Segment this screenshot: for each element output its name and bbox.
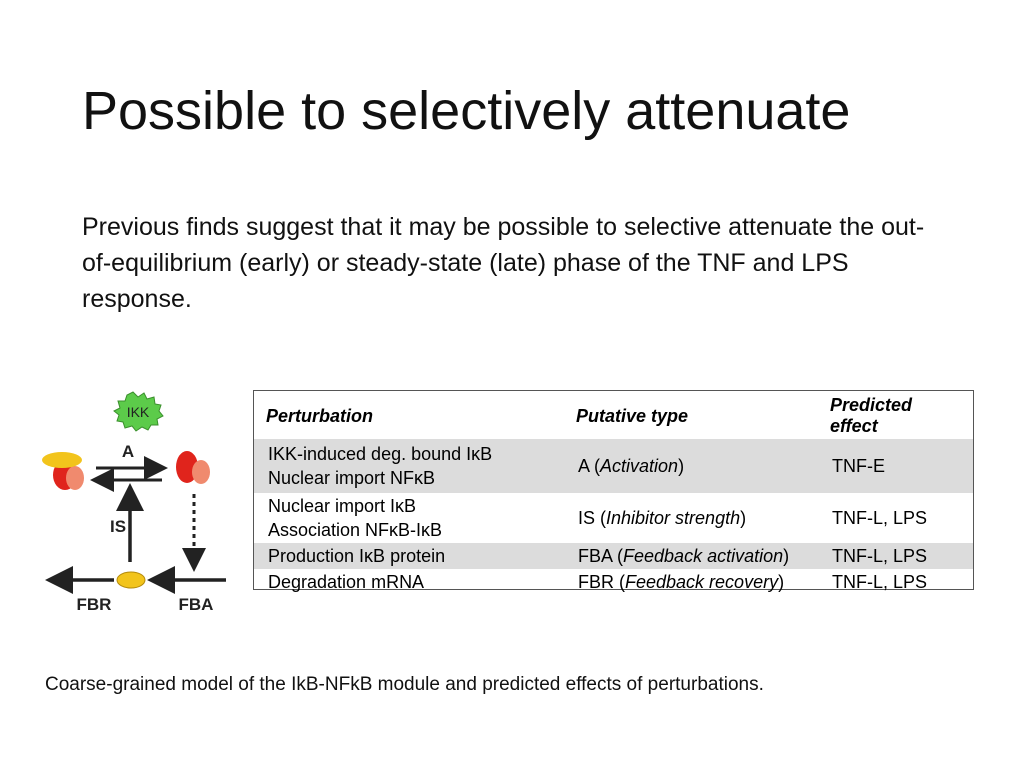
perturbation-cell: [254, 439, 564, 493]
model-diagram-svg: [38, 390, 248, 620]
ikb-nfkb-complex: [42, 452, 84, 490]
table-header-row: [254, 391, 973, 439]
table-row: [254, 439, 973, 493]
perturbation-line: Nuclear import IκB: [268, 496, 417, 516]
ikk-node: [114, 392, 163, 431]
perturbation-cell: [254, 569, 564, 595]
table-row: [254, 569, 973, 595]
label-a: A: [121, 442, 135, 461]
label-is: IS: [109, 517, 127, 536]
perturbation-cell: [254, 543, 564, 569]
perturbation-line: Production IκB protein: [268, 546, 446, 566]
header-predicted-effect: Predicted effect: [830, 395, 913, 436]
perturbation-line: Association NFκB-IκB: [268, 520, 443, 540]
nfkb-free: [176, 451, 210, 484]
ikb-nfkb-model-diagram: [38, 390, 248, 620]
label-fba: FBA: [178, 595, 214, 614]
type-name: Activation: [600, 455, 679, 476]
slide-body-text: Previous finds suggest that it may be possible to selective attenuate the out-of-equilibrium (early) or steady-state (late) phase of the TNF and LPS response.: [82, 213, 925, 313]
type-name: Feedback recovery: [625, 571, 779, 592]
figure-caption: Coarse-grained model of the IkB-NFkB module and predicted effects of perturbations.: [45, 674, 764, 695]
perturbation-table: [253, 390, 974, 590]
header-putative-type: Putative type: [576, 405, 689, 426]
perturbation-line: IKK-induced deg. bound IκB: [268, 444, 493, 464]
type-name: Feedback activation: [623, 545, 784, 566]
slide-title: Possible to selectively attenuate: [82, 81, 851, 141]
type-code: A: [578, 455, 590, 476]
label-fbr: FBR: [76, 595, 112, 614]
type-cell: A (Activation): [564, 439, 818, 493]
type-code: FBR: [578, 571, 614, 592]
header-perturbation: Perturbation: [266, 405, 374, 426]
effect-cell: TNF-E: [818, 439, 973, 493]
table-row: [254, 543, 973, 569]
perturbation-line: Nuclear import NFκB: [268, 468, 436, 488]
effect-cell: TNF-L, LPS: [832, 507, 928, 528]
perturbation-cell: [254, 493, 564, 543]
ikb-node: [117, 572, 145, 588]
type-name: Inhibitor strength: [606, 507, 741, 528]
effect-cell: TNF-L, LPS: [832, 571, 928, 592]
perturbation-line: Degradation mRNA: [268, 572, 425, 592]
type-cell: FBR (Feedback recovery): [578, 571, 785, 592]
type-code: FBA: [578, 545, 613, 566]
type-cell: FBA (Feedback activation): [564, 543, 818, 569]
type-code: IS: [578, 507, 596, 528]
table-row: [254, 493, 973, 543]
type-cell: IS (Inhibitor strength): [578, 507, 747, 528]
perturbation-table-grid: [254, 391, 973, 595]
effect-cell: TNF-L, LPS: [818, 543, 973, 569]
ikk-label: IKK: [126, 404, 150, 420]
